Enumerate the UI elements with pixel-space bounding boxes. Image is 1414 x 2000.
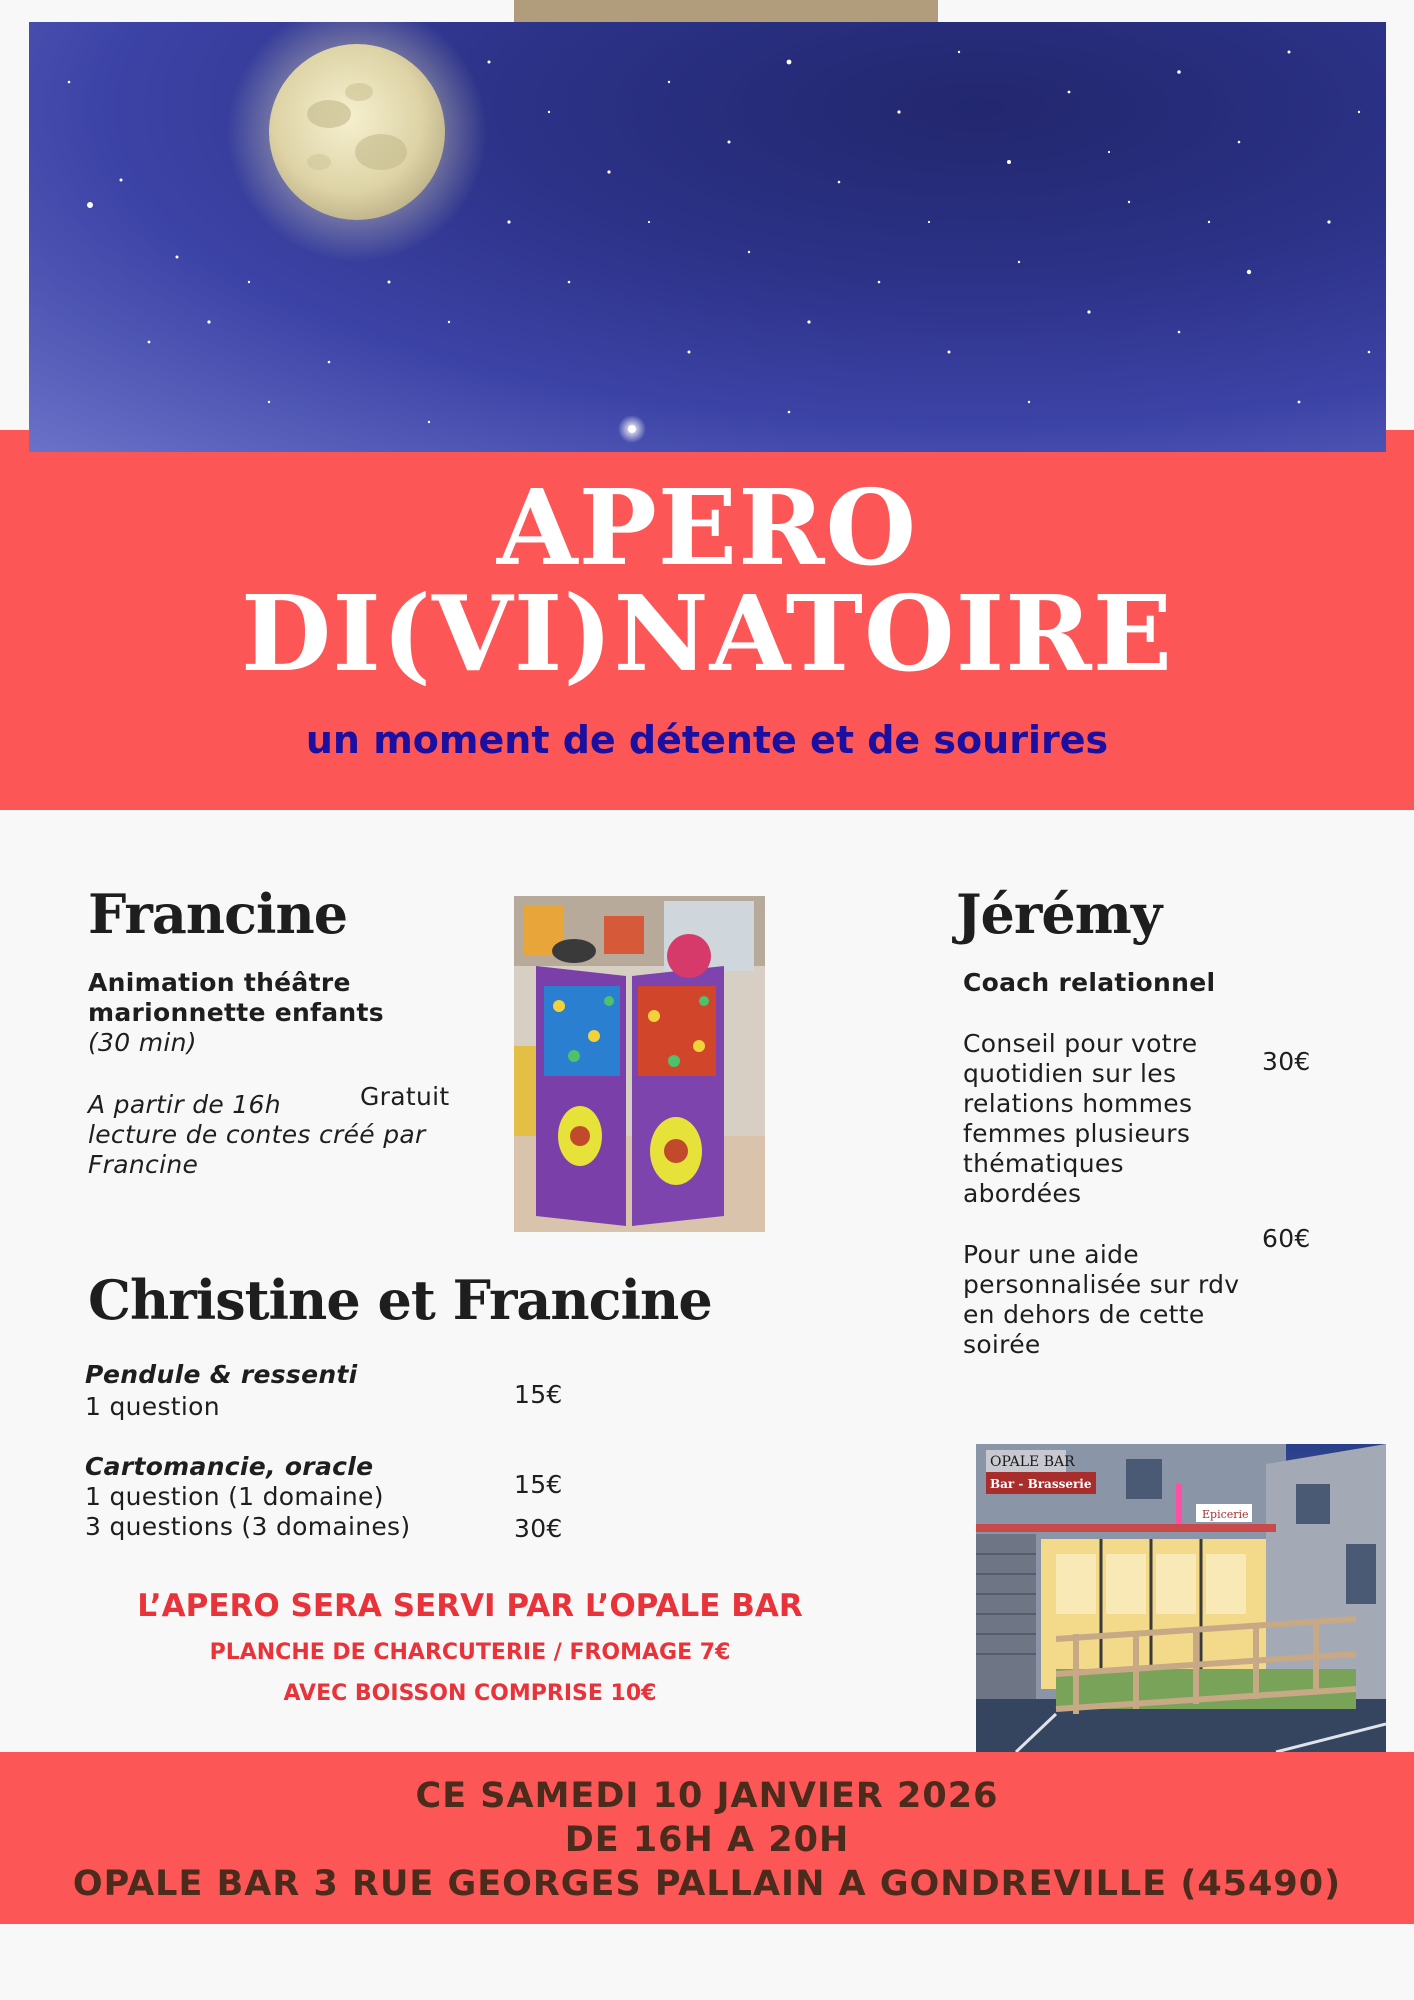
cartomancie-line1: 1 question (1 domaine)	[85, 1482, 384, 1511]
francine-duration: (30 min)	[88, 1028, 197, 1057]
jeremy-offer1-line2: quotidien sur les	[963, 1059, 1177, 1088]
cartomancie-price1: 15€	[514, 1470, 563, 1499]
francine-heading: Francine	[88, 882, 348, 946]
jeremy-offer1-line5: thématiques	[963, 1149, 1124, 1178]
apero-headline: L’APERO SERA SERVI PAR L’OPALE BAR	[137, 1588, 803, 1624]
opale-bar-photo	[976, 1444, 1386, 1752]
pendule-price: 15€	[514, 1380, 563, 1409]
jeremy-heading: Jérémy	[956, 882, 1162, 946]
pendule-title: Pendule & ressenti	[85, 1360, 358, 1389]
jeremy-role: Coach relationnel	[963, 968, 1216, 997]
francine-time: A partir de 16h	[88, 1090, 281, 1119]
bar-sign-epicerie: Epicerie	[1202, 1508, 1249, 1521]
apero-line2: AVEC BOISSON COMPRISE 10€	[283, 1681, 657, 1706]
jeremy-offer1-line4: femmes plusieurs	[963, 1119, 1191, 1148]
francine-desc-line2: Francine	[88, 1150, 199, 1179]
jeremy-offer2-line1: Pour une aide	[963, 1240, 1139, 1269]
title-line-2: DI(VI)NATOIRE	[241, 572, 1173, 695]
cartomancie-title: Cartomancie, oracle	[85, 1452, 374, 1481]
jeremy-offer2-line4: soirée	[963, 1330, 1041, 1359]
jeremy-offer1-line1: Conseil pour votre	[963, 1029, 1198, 1058]
francine-activity-line2: marionnette enfants	[88, 998, 384, 1027]
cartomancie-price2: 30€	[514, 1514, 563, 1543]
jeremy-offer2-line2: personnalisée sur rdv	[963, 1270, 1240, 1299]
cartomancie-line2: 3 questions (3 domaines)	[85, 1512, 411, 1541]
pendule-detail: 1 question	[85, 1392, 220, 1421]
jeremy-offer2-price: 60€	[1262, 1224, 1311, 1253]
apero-line1: PLANCHE DE CHARCUTERIE / FROMAGE 7€	[209, 1640, 731, 1665]
subtitle: un moment de détente et de sourires	[305, 718, 1109, 762]
footer-address: OPALE BAR 3 RUE GEORGES PALLAIN A GONDREVILLE (45490)	[72, 1864, 1342, 1904]
francine-activity-line1: Animation théâtre	[88, 968, 351, 997]
title-line-1: APERO	[496, 466, 918, 589]
moon-icon	[269, 44, 445, 220]
jeremy-offer1-price: 30€	[1262, 1047, 1311, 1076]
tape-decoration	[514, 0, 938, 22]
bar-sign-opale: OPALE BAR	[990, 1454, 1075, 1470]
francine-desc-line1: lecture de contes créé par	[88, 1120, 426, 1149]
bar-sign-brasserie: Bar - Brasserie	[990, 1477, 1092, 1491]
christine-francine-heading: Christine et Francine	[88, 1268, 712, 1332]
sky-illustration	[29, 22, 1386, 452]
francine-price: Gratuit	[360, 1082, 450, 1111]
jeremy-offer2-line3: en dehors de cette	[963, 1300, 1205, 1329]
puppet-theatre-photo	[514, 896, 765, 1232]
footer-date: CE SAMEDI 10 JANVIER 2026	[415, 1776, 999, 1816]
night-sky-image	[29, 22, 1386, 452]
jeremy-offer1-line6: abordées	[963, 1179, 1082, 1208]
jeremy-offer1-line3: relations hommes	[963, 1089, 1193, 1118]
footer-hours: DE 16H A 20H	[564, 1820, 850, 1860]
